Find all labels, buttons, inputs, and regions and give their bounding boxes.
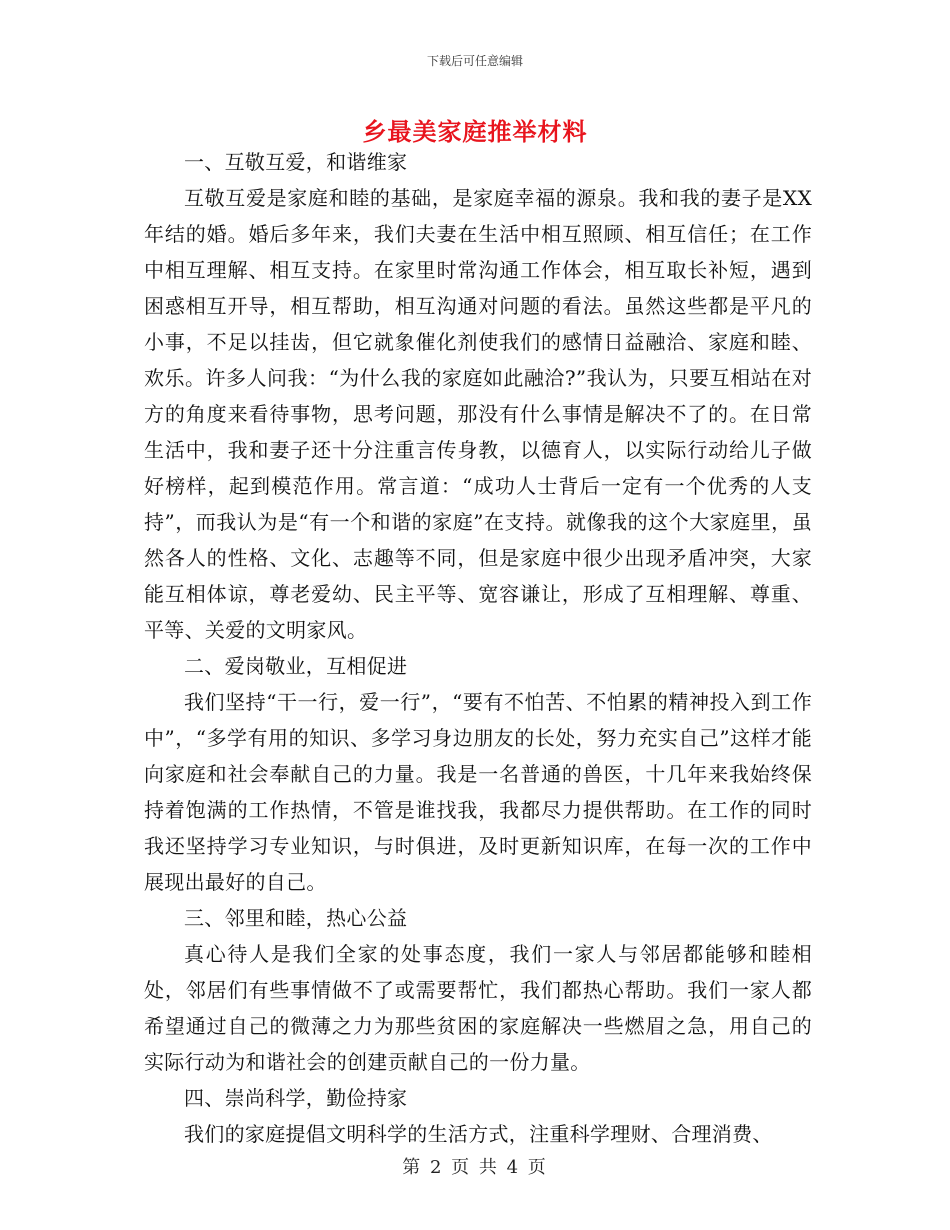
page-footer: 第 2 页 共 4 页 xyxy=(402,1157,548,1178)
document-title: 乡最美家庭推举材料 xyxy=(362,117,588,146)
paragraph-2: 我们坚持“干一行，爱一行”，“要有不怕苦、不怕累的精神投入到工作中”，“多学有用的知识、多学习身边朋友的长处，努力充实自己”这样才能向家庭和社会奉献自己的力量。我是一名普通的兽医，十几年来我始终保持着饱满的工作热情，不管是谁找我，我都尽力提供帮助。在工作的同时我还坚持学习专业知识，与时俱进，及时更新知识库，在每一次的工作中展现出最好的自己。 xyxy=(144,690,812,894)
header-note: 下载后可任意编辑 xyxy=(426,54,523,68)
section-heading-3: 三、邻里和睦，热心公益 xyxy=(184,906,408,930)
section-heading-1: 一、互敬互爱，和谐维家 xyxy=(184,150,408,174)
section-heading-2: 二、爱岗敬业，互相促进 xyxy=(184,654,408,678)
section-heading-4: 四、崇尚科学，勤俭持家 xyxy=(184,1086,408,1110)
paragraph-4: 我们的家庭提倡文明科学的生活方式，注重科学理财、合理消费、 xyxy=(184,1122,773,1146)
paragraph-1: 互敬互爱是家庭和睦的基础，是家庭幸福的源泉。我和我的妻子是XX年结的婚。婚后多年来，我们夫妻在生活中相互照顾、相互信任；在工作中相互理解、相互支持。在家里时常沟通工作体会，相互取长补短，遇到困惑相互开导，相互帮助，相互沟通对问题的看法。虽然这些都是平凡的小事，不足以挂齿，但它就象催化剂使我们的感情日益融洽、家庭和睦、欢乐。许多人问我：“为什么我的家庭如此融洽?”我认为，只要互相站在对方的角度来看待事物，思考问题，那没有什么事情是解决不了的。在日常生活中，我和妻子还十分注重言传身教，以德育人，以实际行动给儿子做好榜样，起到模范作用。常言道：“成功人士背后一定有一个优秀的人支持”，而我认为是“有一个和谐的家庭”在支持。就像我的这个大家庭里，虽然各人的性格、文化、志趣等不同，但是家庭中很少出现矛盾冲突，大家能互相体谅，尊老爱幼、民主平等、宽容谦让，形成了互相理解、尊重、平等、关爱的文明家风。 xyxy=(144,186,812,642)
paragraph-3: 真心待人是我们全家的处事态度，我们一家人与邻居都能够和睦相处，邻居们有些事情做不了或需要帮忙，我们都热心帮助。我们一家人都希望通过自己的微薄之力为那些贫困的家庭解决一些燃眉之急，用自己的实际行动为和谐社会的创建贡献自己的一份力量。 xyxy=(144,942,812,1074)
document-body xyxy=(144,144,812,1152)
